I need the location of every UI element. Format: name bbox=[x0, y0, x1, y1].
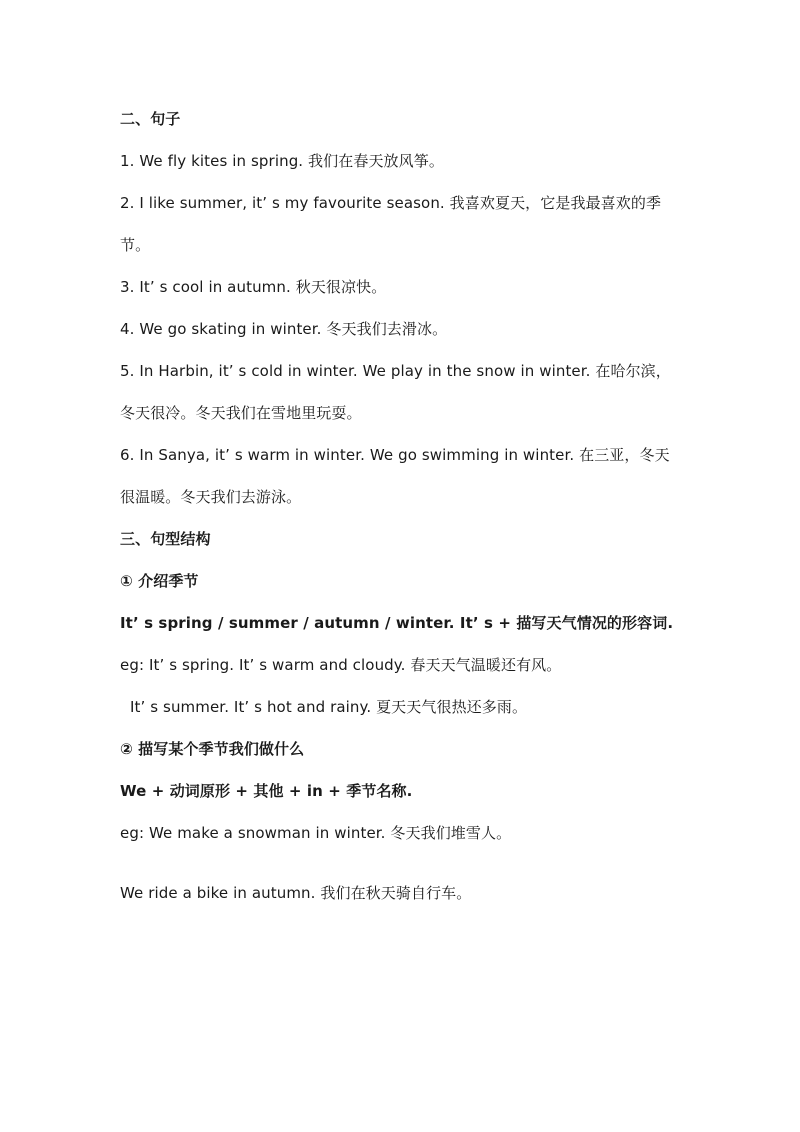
part-1-heading: ① 介绍季节 bbox=[120, 572, 199, 590]
sentence-2: 2. I like summer, it’ s my favourite season. 我喜欢夏天，它是我最喜欢的季 bbox=[120, 194, 662, 212]
part-2-example-1: eg: We make a snowman in winter. 冬天我们堆雪人。 bbox=[120, 824, 512, 842]
sentence-6: 6. In Sanya, it’ s warm in winter. We go swimming in winter. 在三亚，冬天 bbox=[120, 446, 670, 464]
part-1-example-2: It’ s summer. It’ s hot and rainy. 夏天天气很热还多雨。 bbox=[130, 698, 528, 716]
sentence-5: 5. In Harbin, it’ s cold in winter. We play in the snow in winter. 在哈尔滨， bbox=[120, 362, 671, 380]
sentence-6-continued: 很温暖。冬天我们去游泳。 bbox=[120, 488, 302, 506]
part-1-example-1: eg: It’ s spring. It’ s warm and cloudy. 春天天气温暖还有风。 bbox=[120, 656, 562, 674]
section-3-heading: 三、句型结构 bbox=[120, 530, 211, 548]
part-1-pattern: It’ s spring / summer / autumn / winter. It’ s + 描写天气情况的形容词. bbox=[120, 614, 674, 632]
sentence-4: 4. We go skating in winter. 冬天我们去滑冰。 bbox=[120, 320, 448, 338]
sentence-2-continued: 节。 bbox=[120, 236, 151, 254]
part-2-pattern: We + 动词原形 + 其他 + in + 季节名称. bbox=[120, 782, 413, 800]
sentence-5-continued: 冬天很冷。冬天我们在雪地里玩耍。 bbox=[120, 404, 362, 422]
part-2-example-2: We ride a bike in autumn. 我们在秋天骑自行车。 bbox=[120, 884, 472, 902]
sentence-1: 1. We fly kites in spring. 我们在春天放风筝。 bbox=[120, 152, 444, 170]
section-2-heading: 二、句子 bbox=[120, 110, 181, 128]
sentence-3: 3. It’ s cool in autumn. 秋天很凉快。 bbox=[120, 278, 387, 296]
part-2-heading: ② 描写某个季节我们做什么 bbox=[120, 740, 305, 758]
